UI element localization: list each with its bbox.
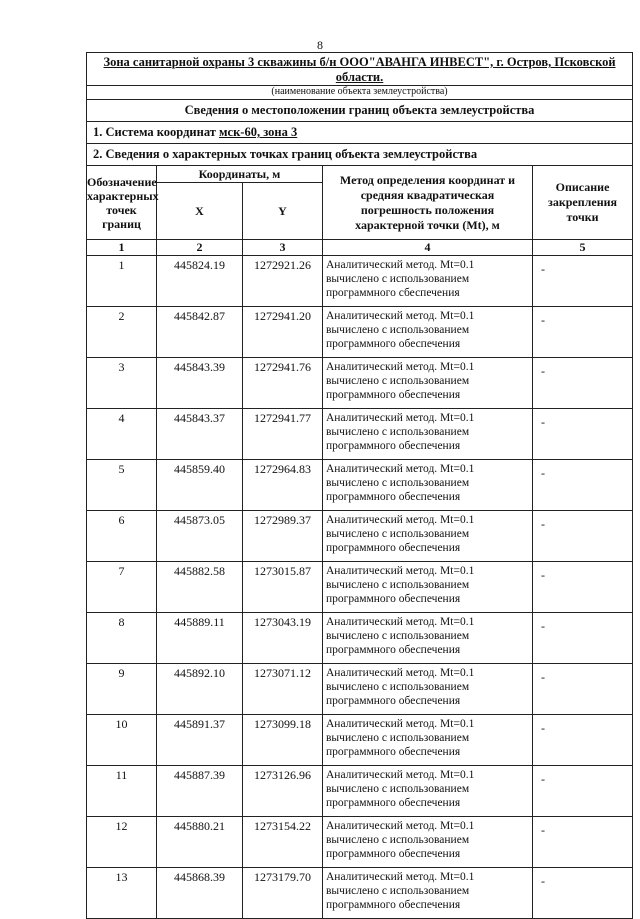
section-title (87, 100, 633, 122)
point-number: 2 (87, 307, 157, 358)
table-row (87, 664, 633, 715)
method-line: вычислено с использованием (326, 375, 470, 387)
col-coords: Координаты, м (157, 166, 323, 183)
table-row (87, 715, 633, 766)
document-subtitle (87, 86, 633, 100)
method-line: программного обеспечения (326, 746, 461, 758)
method-line: Аналитический метод. Mt=0.1 (326, 616, 475, 628)
document-sheet (86, 52, 632, 919)
document-title (87, 53, 633, 86)
coord-y: 1273126.96 (243, 766, 323, 817)
table-row (87, 511, 633, 562)
col-number-5: 5 (533, 240, 633, 256)
method-text (323, 562, 533, 613)
coord-x: 445892.10 (157, 664, 243, 715)
table-row (87, 868, 633, 919)
method-line: вычислено с использованием (326, 834, 470, 846)
coord-x: 445842.87 (157, 307, 243, 358)
method-line: вычислено с использованием (326, 477, 470, 489)
coord-y: 1273071.12 (243, 664, 323, 715)
coord-x: 445859.40 (157, 460, 243, 511)
method-line: Аналитический метод. Mt=0.1 (326, 667, 475, 679)
col-method: Метод определения координат и средняя квадратическая погрешность положения характерной точки (Mt), м (323, 166, 533, 240)
method-line: Аналитический метод. Mt=0.1 (326, 820, 475, 832)
coord-system-value: мск-60, зона 3 (219, 125, 298, 139)
coord-x: 445843.39 (157, 358, 243, 409)
method-line: вычислено с использованием (326, 681, 470, 693)
method-line: программного обеспечения (326, 797, 461, 809)
coord-y: 1272989.37 (243, 511, 323, 562)
boundary-points-table (86, 52, 633, 919)
point-number: 1 (87, 256, 157, 307)
method-line: Аналитический метод. Mt=0.1 (326, 514, 475, 526)
point-number: 6 (87, 511, 157, 562)
col-designation: Обозначение характерных точек границ (87, 166, 157, 240)
col-number-2: 2 (157, 240, 243, 256)
coord-system-row (87, 122, 633, 144)
description-text: - (533, 868, 633, 919)
method-line: вычислено с использованием (326, 528, 470, 540)
coord-y: 1272941.76 (243, 358, 323, 409)
method-line: программного обеспечения (326, 848, 461, 860)
method-line: программного обеспечения (326, 695, 461, 707)
title-line-2: области. (335, 70, 384, 84)
method-line: Аналитический метод. Mt=0.1 (326, 565, 475, 577)
coord-x: 445824.19 (157, 256, 243, 307)
method-text (323, 511, 533, 562)
method-line: программного обеспечения (326, 593, 461, 605)
method-line: вычислено с использованием (326, 885, 470, 897)
point-number: 9 (87, 664, 157, 715)
coord-y: 1272941.20 (243, 307, 323, 358)
subtitle-text: (наименование объекта землеустройства) (271, 86, 448, 97)
page-number: 8 (317, 38, 323, 52)
table-row (87, 766, 633, 817)
column-numbers-row (87, 240, 633, 256)
point-number: 11 (87, 766, 157, 817)
point-number: 13 (87, 868, 157, 919)
method-text (323, 358, 533, 409)
point-number: 10 (87, 715, 157, 766)
coord-y: 1273099.18 (243, 715, 323, 766)
coord-x: 445880.21 (157, 817, 243, 868)
coord-y: 1272921.26 (243, 256, 323, 307)
table-row (87, 460, 633, 511)
coord-y: 1273043.19 (243, 613, 323, 664)
coord-y: 1272941.77 (243, 409, 323, 460)
point-number: 4 (87, 409, 157, 460)
method-text (323, 256, 533, 307)
method-line: программного обеспечения (326, 644, 461, 656)
column-header-row (87, 166, 633, 183)
table-row (87, 613, 633, 664)
description-text: - (533, 256, 633, 307)
method-line: Аналитический метод. Mt=0.1 (326, 718, 475, 730)
description-text: - (533, 562, 633, 613)
coord-x: 445868.39 (157, 868, 243, 919)
method-line: вычислено с использованием (326, 732, 470, 744)
coord-x: 445887.39 (157, 766, 243, 817)
col-description: Описание закрепления точки (533, 166, 633, 240)
point-number: 7 (87, 562, 157, 613)
method-line: программного обеспечения (326, 491, 461, 503)
description-text: - (533, 715, 633, 766)
coord-x: 445889.11 (157, 613, 243, 664)
point-number: 5 (87, 460, 157, 511)
description-text: - (533, 460, 633, 511)
method-line: Аналитический метод. Mt=0.1 (326, 871, 475, 883)
col-y: Y (243, 183, 323, 240)
col-number-1: 1 (87, 240, 157, 256)
table-row (87, 409, 633, 460)
point-number: 12 (87, 817, 157, 868)
coord-y: 1273015.87 (243, 562, 323, 613)
method-line: Аналитический метод. Mt=0.1 (326, 412, 475, 424)
coord-x: 445843.37 (157, 409, 243, 460)
method-line: Аналитический метод. Mt=0.1 (326, 463, 475, 475)
description-text: - (533, 817, 633, 868)
method-text (323, 766, 533, 817)
description-text: - (533, 664, 633, 715)
method-line: вычислено с использованием (326, 579, 470, 591)
method-text (323, 307, 533, 358)
table-row (87, 817, 633, 868)
method-line: Аналитический метод. Mt=0.1 (326, 259, 475, 271)
col-number-3: 3 (243, 240, 323, 256)
method-line: программного обеспечения (326, 899, 461, 911)
method-text (323, 868, 533, 919)
description-text: - (533, 358, 633, 409)
col-number-4: 4 (323, 240, 533, 256)
points-title-text: 2. Сведения о характерных точках границ объекта землеустройства (93, 147, 478, 161)
description-text: - (533, 511, 633, 562)
method-line: программного сбеспечения (326, 287, 460, 299)
method-text (323, 715, 533, 766)
method-text (323, 613, 533, 664)
method-line: вычислено с использованием (326, 273, 470, 285)
points-title-row (87, 144, 633, 166)
point-number: 8 (87, 613, 157, 664)
method-line: Аналитический метод. Mt=0.1 (326, 361, 475, 373)
method-line: программного обеспечения (326, 389, 461, 401)
method-text (323, 664, 533, 715)
method-line: вычислено с использованием (326, 324, 470, 336)
table-row (87, 562, 633, 613)
table-row (87, 358, 633, 409)
coord-x: 445873.05 (157, 511, 243, 562)
method-text (323, 409, 533, 460)
section-title-text: Сведения о местоположении границ объекта землеустройства (184, 103, 535, 117)
method-line: программного обеспечения (326, 542, 461, 554)
col-x: X (157, 183, 243, 240)
point-number: 3 (87, 358, 157, 409)
coord-x: 445891.37 (157, 715, 243, 766)
method-line: вычислено с использованием (326, 783, 470, 795)
title-line-1: Зона санитарной охраны 3 скважины б/н ООО"АВАНГА ИНВЕСТ", г. Остров, Псковской (103, 55, 616, 69)
method-line: программного обеспечения (326, 338, 461, 350)
table-row (87, 256, 633, 307)
coord-y: 1272964.83 (243, 460, 323, 511)
method-text (323, 817, 533, 868)
method-line: Аналитический метод. Mt=0.1 (326, 310, 475, 322)
method-line: Аналитический метод. Mt=0.1 (326, 769, 475, 781)
description-text: - (533, 766, 633, 817)
coord-x: 445882.58 (157, 562, 243, 613)
method-line: вычислено с использованием (326, 630, 470, 642)
description-text: - (533, 409, 633, 460)
method-text (323, 460, 533, 511)
coord-y: 1273179.70 (243, 868, 323, 919)
description-text: - (533, 613, 633, 664)
coord-system-prefix: 1. Система координат (93, 125, 220, 139)
method-line: вычислено с использованием (326, 426, 470, 438)
coord-y: 1273154.22 (243, 817, 323, 868)
description-text: - (533, 307, 633, 358)
table-row (87, 307, 633, 358)
method-line: программного обеспечения (326, 440, 461, 452)
